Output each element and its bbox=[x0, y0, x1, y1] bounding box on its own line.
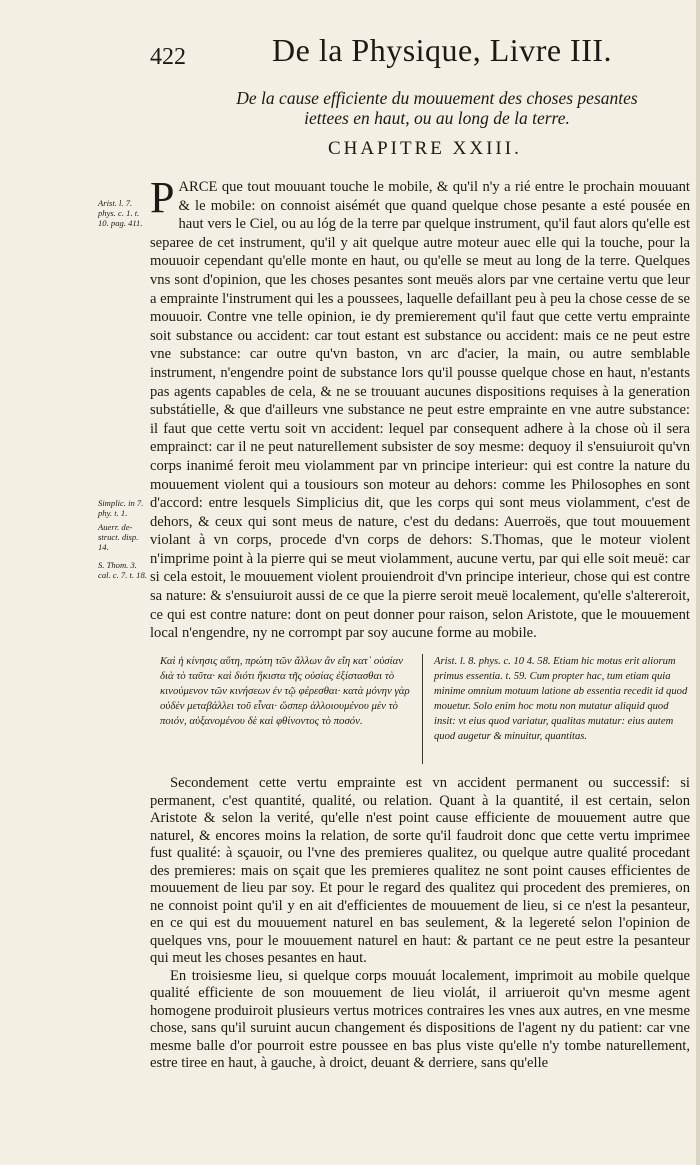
margin-note-thomas: S. Thom. 3. cal. c. 7. t. 18. bbox=[98, 560, 147, 580]
chapter-heading: CHAPITRE XXIII. bbox=[328, 138, 522, 159]
page-edge-shadow bbox=[696, 0, 700, 1165]
margin-note-averroes: Auerr. de- struct. disp. 14. bbox=[98, 522, 139, 552]
column-divider bbox=[422, 654, 423, 764]
latin-quotation: Arist. l. 8. phys. c. 10 4. 58. Etiam hic motus erit aliorum primus essentia. t. 59. Cum propter hac, tum etiam quia minime omnium motuum latione ab essentia recedit id quod mouetur. Solo enim hoc motu non mutatur aliquid quod insit: vt eius quod variatur, qualitas mutatur: eius autem quod augetur & minuitur, quantitas. bbox=[434, 656, 688, 742]
greek-quotation: Καὶ ἡ κίνησις αὕτη, πρώτη τῶν ἄλλων ἂν εἴη κατ᾽ οὐσίαν διὰ τὸ ταῦτα· καὶ διότι ἥκιστα τῆς οὐσίας ἐξίστασθαι τὸ κινούμενον τῶν κινήσεων ἐν τῷ φέρεσθαι· κατὰ μόνην γὰρ οὐδὲν μεταβάλλει τοῦ εἶναι· ὥσπερ ἀλλοιουμένου μὲν τὸ ποιόν, αὐξανομένου δὲ καὶ φθίνοντος τὸ ποσόν. bbox=[160, 655, 410, 727]
chapter-subtitle: De la cause efficiente du mouuement des choses pesantes iettees en haut, ou au long de la terre. bbox=[236, 88, 638, 128]
margin-note-aristotle: Arist. l. 7. phys. c. 1. t. 10. pag. 411. bbox=[98, 198, 143, 228]
second-text-block bbox=[150, 775, 690, 1073]
margin-note-simplicius: Simplic. in 7. phy. t. 1. bbox=[98, 498, 144, 518]
paragraph-2: Secondement cette vertu emprainte est vn accident permanent ou successif: si permanent, c'est quantité, qualité, ou relation. Quant à la quantité, il est certain, selon Aristote & selon la verité, qu'elle n'est point cause efficiente de mouuement autre que naturel, & encores moins la relation, de sorte qu'il faudroit donc que cette vertu imprimee fust qualité: à sçauoir, ou l'vne des premieres qualitez, ou quelque autre qualité procedant des premieres: mais on sçait que les premieres qualitez ne sont point causes efficientes de mouuement de lieu par soy. Et pour le regard des qualitez qui procedent des premieres, on ne connoist point qu'il y en ait d'efficientes de mouuement de lieu, si ce n'est la pesanteur, en ce qui est du mouuement naturel en bas seulement, & la legereté selon l'opinion de quelques vns, pour le mouuement naturel en haut: & partant ce ne peut estre la pesanteur qui meut les choses pesantes en haut. bbox=[150, 775, 690, 966]
quotation-block bbox=[150, 654, 690, 766]
paragraph-3: En troisiesme lieu, si quelque corps mouuát localement, imprimoit au mobile quelque qualité efficiente de son mouuement de lieu violát, il arriueroit qu'vn mesme agent homogene produiroit plusieurs vertus motrices contraires les vnes aux autres, en vne mesme chose, sans qu'il suruint aucun changement és dispositions de l'agent ny du patient: car vne mesme balle d'or pourroit estre poussee en bas plus viste qu'elle n'y tombe naturellement, estre tiree en haut, à gauche, à droict, deuant & derriere, sans qu'elle bbox=[150, 967, 690, 1071]
paragraph-1: ARCE que tout mouuant touche le mobile, & qu'il n'y a rié entre le prochain mouuant & le mobile: on connoist aisémét que quand quelque chose pesante a esté pousée en haut vers le Ciel, ou au lóg de la terre par quelque instrument, qu'il faut alors qu'elle est separee de cet instrument, qu'il y ait quelque autre moteur auec elle qui la touche, pour la mouuoir cependant qu'elle monte en haut, ou qu'elle se meut au long de la terre. Quelques vns sont d'opinion, que les choses pesantes sont meuës alors par vne certaine vertu que leur a emprainte l'instrument qui les a poussees, laquelle defaillant peu à peu la chose cesse de se mouuoir. Contre vne telle opinion, ie dy premierement qu'il faut que cette vertu emprainte soit substance ou accident: car tout estant est substance ou accident: mais ce ne peut estre vne substance: car outre qu'vn baston, vn arc d'acier, la main, ou autre semblable instrument, n'engendre point de substance lors qu'il pousse quelque chose en haut, n'estants pas agents capables de cela, & ne se trouuant aucunes dispositions requises à la generation substátielle, & que d'ailleurs vne substance ne peut estre emprainte en vne autre substance: il faut que cette vertu soit vn accident: lequel par consequent adhere à la chose où il sera emprainct: car il ne peut naturellement subsister de soy mesme: dequoy il s'ensuiuroit qu'vn corps inanimé feroit meu violamment par vn principe interieur: qui est contre la nature du mouuement violent qui a tousiours son moteur au dehors: comme les Philosophes en sont d'accord: entre lesquels Simplicius dit, que les corps qui sont meus violamment, c'est de dehors, & ceux qui sont meus de nature, c'est du dedans: Auerroës, que tout mouuement violant à vn corps, procede d'vn corps de dehors: S.Thomas, que le moteur violent n'imprime point à la pierre qui se meut violamment, aucune vertu, par qui elle soit meuë: car si cela estoit, le mouuement violent prouiendroit d'vn principe interieur, chose qui est contre sa nature: & s'ensuiuroit aussi de ce que la pierre seroit meuë localement, qu'elle s'altereroit, ce qui est contre nature: dont on peut donner pour raison, selon Aristote, que le mouuement local n'engendre, ny ne corrompt par soy aucune forme au mobile. bbox=[150, 179, 690, 642]
running-head: De la Physique, Livre III. bbox=[272, 32, 613, 68]
main-text-block bbox=[150, 173, 690, 643]
page-number: 422 bbox=[150, 44, 186, 70]
drop-cap: P bbox=[150, 173, 175, 222]
